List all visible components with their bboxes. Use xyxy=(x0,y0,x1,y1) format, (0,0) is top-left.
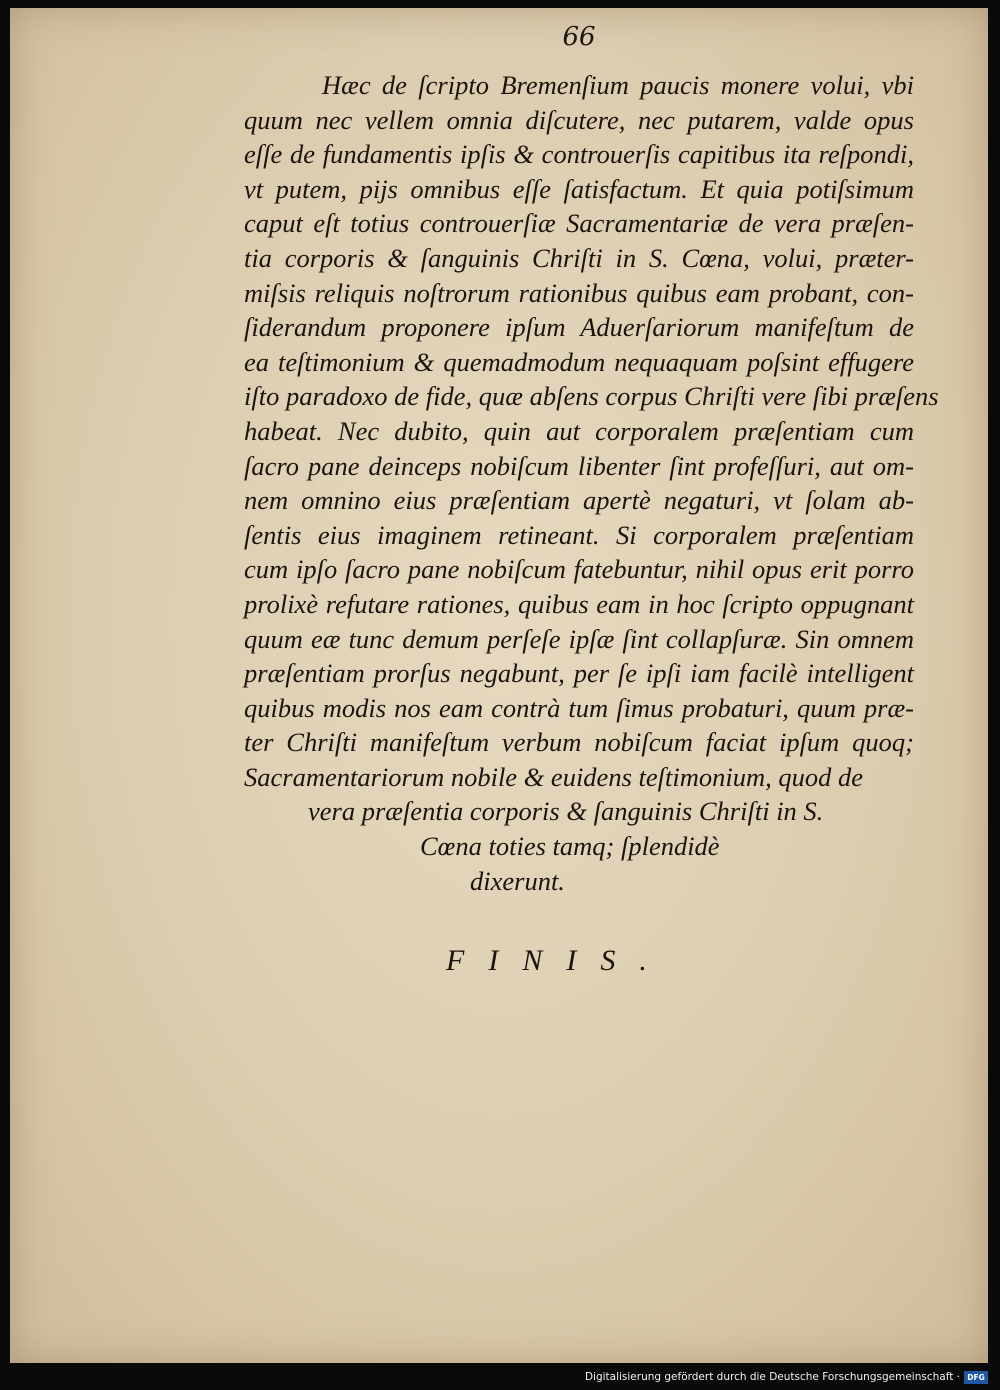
body-text xyxy=(244,68,939,898)
text-line: nem omnino eius præſentiam apertè negaturi, vt ſolam ab- xyxy=(244,485,914,516)
text-line: prolixè refutare rationes, quibus eam in hoc ſcripto oppugnant xyxy=(244,588,914,619)
text-line: vera præſentia corporis & ſanguinis Chriſti in S. xyxy=(308,796,824,827)
digitization-credit xyxy=(585,1368,988,1386)
text-line: dixerunt. xyxy=(470,865,565,896)
text-line: ſentis eius imaginem retineant. Si corporalem præſentiam xyxy=(244,519,914,550)
text-line: ea teſtimonium & quemadmodum nequaquam poſsint effugere xyxy=(244,346,914,377)
text-line: tia corporis & ſanguinis Chriſti in S. Cœna, volui, præter- xyxy=(244,242,914,273)
text-line: iſto paradoxo de fide, quæ abſens corpus Chriſti vere ſibi præſens xyxy=(244,381,939,412)
text-line: quum nec vellem omnia diſcutere, nec putarem, valde opus xyxy=(244,104,914,135)
text-line: ter Chriſti manifeſtum verbum nobiſcum faciat ipſum quoq; xyxy=(244,727,914,758)
text-line: præſentiam prorſus negabunt, per ſe ipſi iam facilè intelligent xyxy=(244,658,914,689)
text-line: Sacramentariorum nobile & euidens teſtimonium, quod de xyxy=(244,761,863,792)
text-line: miſsis reliquis noſtrorum rationibus quibus eam probant, con- xyxy=(244,277,914,308)
text-line: ſiderandum proponere ipſum Aduerſariorum manifeſtum de xyxy=(244,312,914,343)
text-line: ſacro pane deinceps nobiſcum libenter ſint profeſſuri, aut om- xyxy=(244,450,914,481)
text-line: habeat. Nec dubito, quin aut corporalem præſentiam cum xyxy=(244,415,914,446)
credit-text: Digitalisierung gefördert durch die Deutsche Forschungsgemeinschaft · xyxy=(584,1371,960,1383)
text-line: Hæc de ſcripto Bremenſium paucis monere volui, vbi xyxy=(322,70,914,100)
text-line: cum ipſo ſacro pane nobiſcum fatebuntur, nihil opus erit porro xyxy=(244,554,914,585)
text-line: eſſe de fundamentis ipſis & controuerſis capitibus ita reſpondi, xyxy=(244,139,914,170)
dfg-logo: DFG xyxy=(964,1371,988,1384)
scanned-page xyxy=(10,8,988,1363)
finis-heading: FINIS. xyxy=(446,944,671,977)
text-line: vt putem, pijs omnibus eſſe ſatisfactum. Et quia potiſsimum xyxy=(244,173,914,204)
page-number: 66 xyxy=(562,22,596,52)
text-line: quibus modis nos eam contrà tum ſimus probaturi, quum præ- xyxy=(244,692,914,723)
text-line: Cœna toties tamq; ſplendidè xyxy=(420,831,720,862)
text-line: quum eæ tunc demum perſeſe ipſæ ſint collapſuræ. Sin omnem xyxy=(244,623,914,654)
text-line: caput eſt totius controuerſiæ Sacramentariæ de vera præſen- xyxy=(244,208,914,239)
